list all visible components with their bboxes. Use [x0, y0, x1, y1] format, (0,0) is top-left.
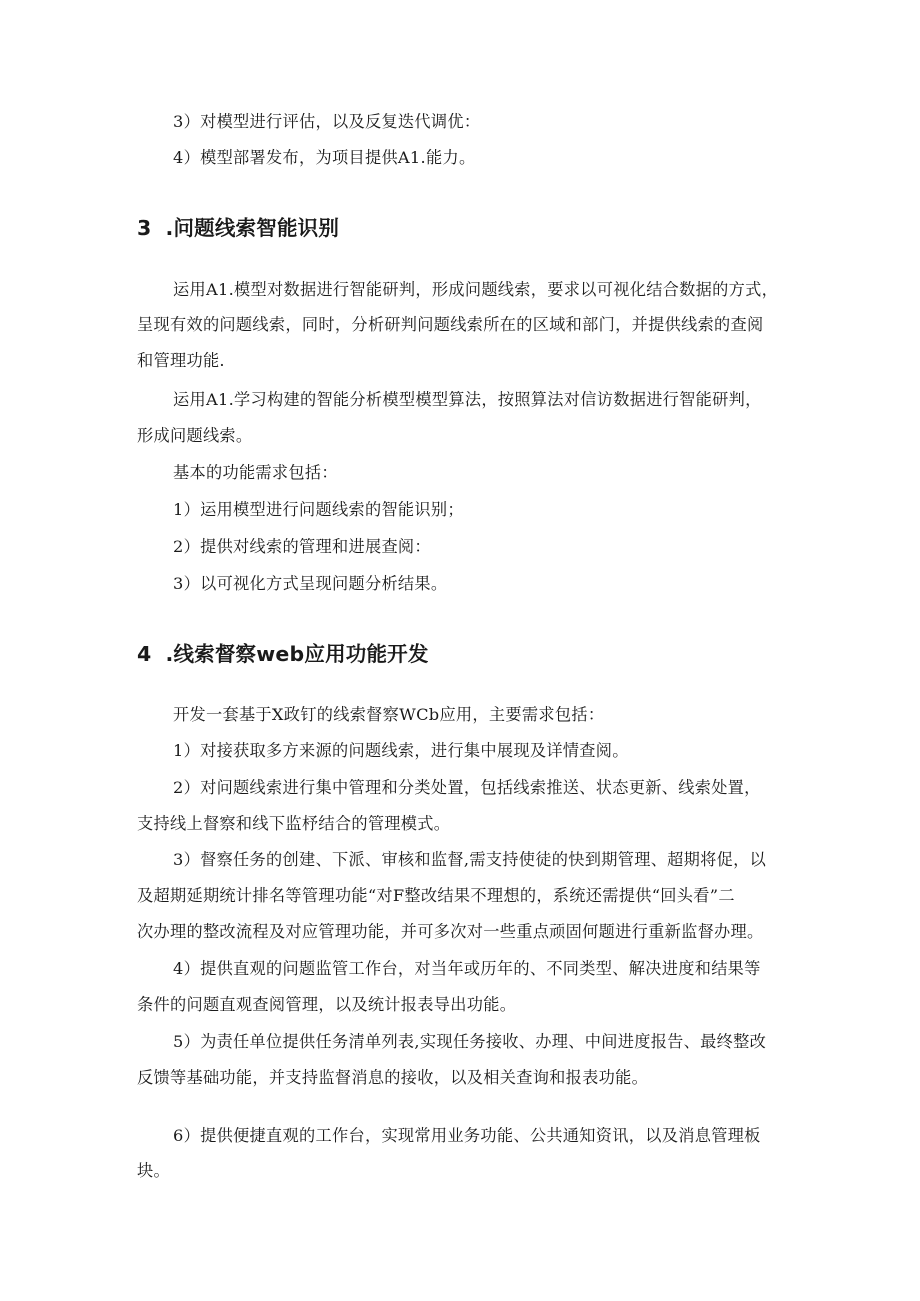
list-item: 4）模型部署发布，为项目提供A1.能力。	[173, 148, 476, 167]
list-item: 3）以可视化方式呈现问题分析结果。	[173, 574, 448, 593]
section-number: 3	[137, 216, 152, 240]
list-item: 4）提供直观的问题监管工作台，对当年或历年的、不同类型、解决进度和结果等	[173, 959, 761, 978]
list-item: 2）对问题线索进行集中管理和分类处置，包括线索推送、状态更新、线索处置，	[173, 778, 761, 797]
section-title: .线索督察web应用功能开发	[165, 642, 429, 666]
section-heading	[137, 214, 339, 242]
section-heading	[137, 640, 429, 668]
list-item: 2）提供对线索的管理和进展查阅：	[173, 537, 431, 556]
list-item: 3）督察任务的创建、下派、审核和监督,需支持使徒的快到期管理、超期将促，以	[173, 850, 767, 869]
list-item-continuation: 反馈等基础功能，并支持监督消息的接收，以及相关查询和报表功能。	[137, 1068, 649, 1087]
section-title: .问题线索智能识别	[165, 216, 340, 240]
list-item-continuation: 块。	[137, 1161, 170, 1180]
paragraph-line: 和管理功能.	[137, 351, 225, 370]
section-number: 4	[137, 642, 152, 666]
list-item: 6）提供便捷直观的工作台，实现常用业务功能、公共通知资讯，以及消息管理板	[173, 1126, 761, 1145]
requirements-intro: 基本的功能需求包括：	[173, 463, 338, 482]
paragraph-line: 开发一套基于X政钉的线索督察WCb应用，主要需求包括：	[173, 705, 605, 724]
list-item: 5）为责任单位提供任务清单列表,实现任务接收、办理、中间进度报告、最终整改	[173, 1032, 767, 1051]
paragraph-line: 呈现有效的问题线索，同时，分析研判问题线索所在的区域和部门，并提供线索的查阅	[137, 315, 764, 334]
paragraph-line: 形成问题线索。	[137, 426, 253, 445]
list-item-continuation: 支持线上督察和线下监杼结合的管理模式。	[137, 814, 451, 833]
list-item: 1）对接获取多方来源的问题线索，进行集中展现及详情查阅。	[173, 741, 629, 760]
list-item-continuation: 条件的问题直观查阅管理，以及统计报表导出功能。	[137, 995, 517, 1014]
list-item-continuation: 次办理的整改流程及对应管理功能，并可多次对一些重点顽固何题进行重新监督办理。	[137, 922, 764, 941]
list-item-continuation: 及超期延期统计排名等管理功能“对F整改结果不理想的，系统还需提供“回头看”二	[137, 886, 735, 905]
paragraph-line: 运用A1.学习构建的智能分析模型模型算法，按照算法对信访数据进行智能研判，	[173, 390, 762, 409]
list-item: 1）运用模型进行问题线索的智能识别；	[173, 500, 464, 519]
list-item: 3）对模型进行评估，以及反复迭代调优：	[173, 112, 481, 131]
paragraph-line: 运用A1.模型对数据进行智能研判，形成问题线索，要求以可视化结合数据的方式，	[173, 280, 779, 299]
